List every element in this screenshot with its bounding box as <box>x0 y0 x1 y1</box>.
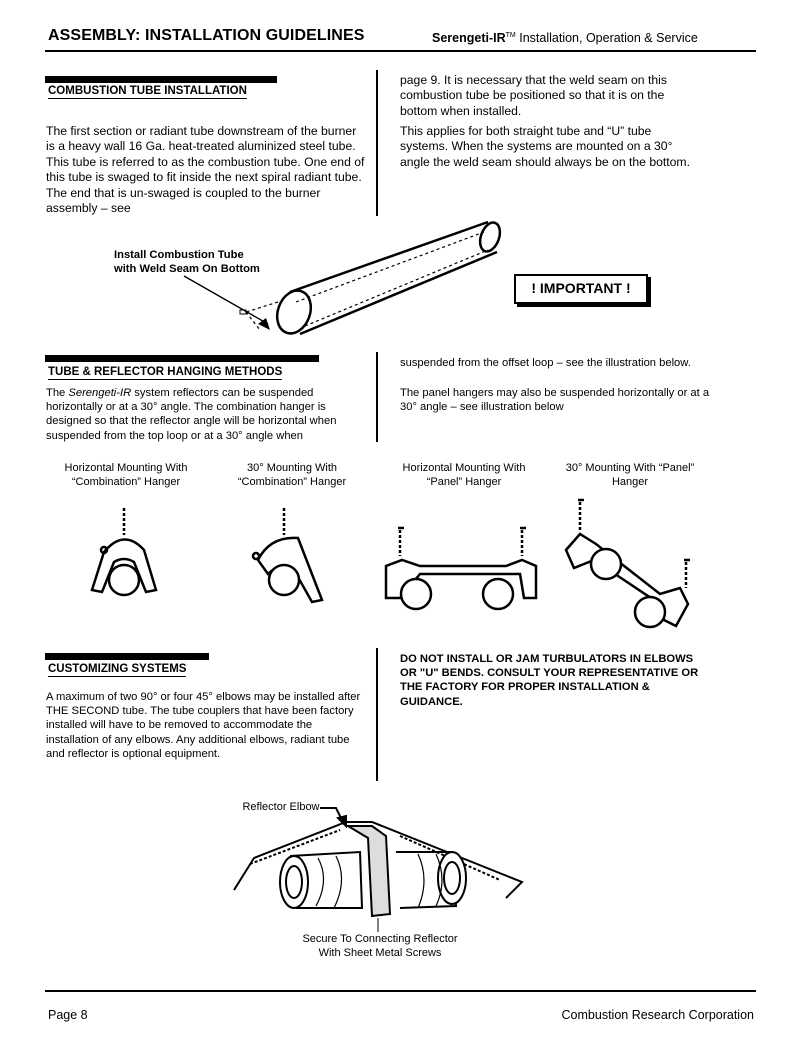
hanger-caption-4: 30° Mounting With “Panel” Hanger <box>565 462 695 488</box>
page-header-title: ASSEMBLY: INSTALLATION GUIDELINES <box>48 27 365 44</box>
brand-name: Serengeti-IR <box>432 31 506 45</box>
section-title-combustion: COMBUSTION TUBE INSTALLATION <box>48 85 247 97</box>
section-title-hanging: TUBE & REFLECTOR HANGING METHODS <box>48 366 283 378</box>
header-suffix: Installation, Operation & Service <box>519 31 698 45</box>
callout-weld-seam: Install Combustion Tube with Weld Seam On Bottom <box>114 249 260 276</box>
page-number: Page 8 <box>48 1008 88 1022</box>
hanging-right-text-1: suspended from the offset loop – see the illustration below. <box>400 357 691 369</box>
hanger-caption-3: Horizontal Mounting With “Panel” Hanger <box>402 462 526 488</box>
turbulator-warning: DO NOT INSTALL OR JAM TURBULATORS IN ELBOWS OR "U" BENDS. CONSULT YOUR REPRESENTATIVE OR THE FACTORY FOR PROPER INSTALLATION & GUIDANCE. <box>400 653 699 708</box>
secure-label: Secure To Connecting Reflector With Sheet Metal Screws <box>302 933 458 959</box>
hanger-caption-2: 30° Mounting With “Combination” Hanger <box>237 462 347 488</box>
footer-rule <box>45 990 756 992</box>
important-badge: ! IMPORTANT ! <box>514 274 648 304</box>
combustion-right-text-1: page 9. It is necessary that the weld seam on this combustion tube be positioned so that it is on the bottom when installed. <box>400 73 667 118</box>
hanging-right-text-2: The panel hangers may also be suspended horizontally or at a 30° angle – see illustration below <box>400 387 710 414</box>
hanger-caption-1: Horizontal Mounting With “Combination” Hanger <box>64 462 188 488</box>
company-name: Combustion Research Corporation <box>561 1008 754 1022</box>
combustion-left-text: The first section or radiant tube downstream of the burner is a heavy wall 16 Ga. heat-treated aluminized steel tube. This tube is referred to as the combustion tube. One end of this tube is swaged to fit inside the next spiral radiant tube. The end that is un-swaged is coupled to the burner assembly – see <box>46 124 365 216</box>
reflector-elbow-label: Reflector Elbow <box>242 801 320 813</box>
brand-italic: Serengeti-IR <box>68 387 132 399</box>
combustion-right-text-2: This applies for both straight tube and “U” tube systems. When the systems are mounted on a 30° angle the weld seam should always be on the bottom. <box>400 124 690 169</box>
trademark: TM <box>505 31 516 39</box>
customizing-left-text: A maximum of two 90° or four 45° elbows may be installed after THE SECOND tube. The tube couplers that have been factory installed will have to be removed to accommodate the installation of any elbows. Any additional elbows, radiant tube and reflector is optional equipment. <box>46 691 361 760</box>
section-title-customizing: CUSTOMIZING SYSTEMS <box>48 663 187 675</box>
hanging-left-text: The Serengeti-IR system reflectors can be suspended horizontally or at a 30° angle. The combination hanger is designed so that the reflector angle will be horizontal when suspended from the top loop or at a 30° angle when <box>46 387 337 442</box>
